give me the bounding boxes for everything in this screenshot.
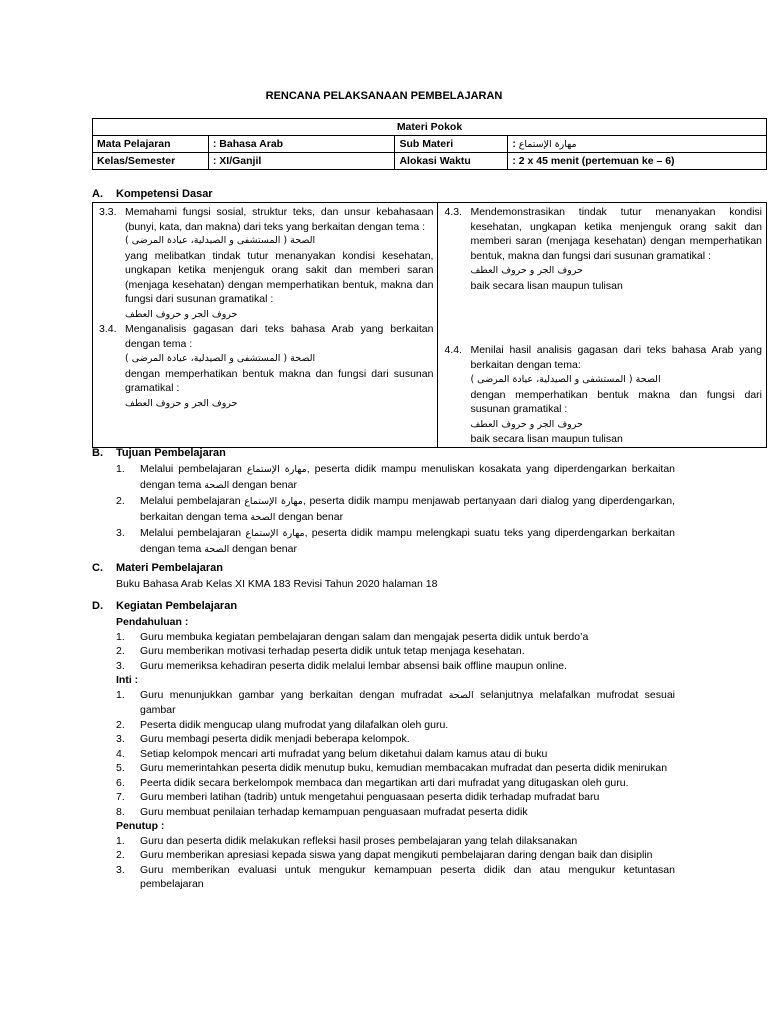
item-text: Guru dan peserta didik melakukan refleksi hasil proses pembelajaran yang telah dilaksanakan [140,834,578,847]
kd-arabic: الصحة ( المستشفى و الصيدلية، عيادة المرضى ) [125,235,316,246]
kd-left-cell [93,203,438,448]
kd-text: baik secara lisan maupun tulisan [470,279,623,292]
item-arabic: الصحة [448,689,474,701]
item-arabic: الصحة [204,479,230,491]
item-text: dengan benar [232,542,297,555]
item-text: , peserta didik mampu menuliskan kosakata yang diperdengarkan berkaitan dengan tema [140,463,676,491]
inti-list [116,688,675,820]
item-number: 4. [116,747,125,760]
item-text: dengan benar [232,478,297,491]
item-number: 5. [116,762,125,774]
item-text: , peserta didik mampu menjawab pertanyaan dari dialog yang diperdengarkan, berkaitan dengan tema [140,495,675,523]
item-text: selanjutnya melafalkan mufrodat sesuai gambar [140,688,675,716]
item-text: Melalui pembelajaran [140,463,242,475]
section-letter: B. [92,447,103,459]
mapel-label: Mata Pelajaran [93,136,209,153]
kd-arabic: الصحة ( المستشفى و الصيدلية، عيادة المرضى ) [125,353,316,364]
item-text: Guru membuat penilaian terhadap kemampuan penguasaan mufradat peserta didik [140,805,528,818]
kd-text: dengan memperhatikan bentuk makna dan fungsi dari susunan gramatikal : [470,388,762,415]
kd-number: 3.4. [99,323,117,335]
list-item [116,834,675,849]
item-text: Guru membuka kegiatan pembelajaran dengan salam dan mengajak peserta didik untuk berdo’a [140,630,589,643]
info-row [93,136,767,153]
item-number: 6. [116,776,125,789]
item-number: 3. [116,659,125,672]
submateri-label: Sub Materi [395,136,508,153]
item-number: 2. [116,849,125,861]
alokasi-value: : 2 x 45 menit (pertemuan ke – 6) [508,153,767,170]
item-number: 1. [116,463,125,475]
document-title: RENCANA PELAKSANAAN PEMBELAJARAN [265,90,503,102]
kd-arabic: حروف الجر و حروف العطف [470,418,583,430]
kd-number: 3.3. [99,206,117,218]
list-item [116,761,675,776]
item-text: Guru memberikan evaluasi untuk mengukur kemampuan peserta didik dan atau mengukur ketuntasan pembelajaran [140,863,675,890]
submateri-cell [508,136,767,153]
section-c-heading [92,561,223,576]
item-number: 1. [116,688,125,701]
kd-text: yang melibatkan tindak tutur menanyakan kondisi kesehatan, ungkapan ketika menjenguk orang sakit dan memberi saran (menjaga kesehatan) dengan memperhatikan bentuk, makna dan fungsi dari susunan gramatikal : [125,249,434,305]
info-row [93,153,767,170]
item-number: 1. [116,630,125,643]
item-number: 2. [116,718,125,731]
materi-pokok-header: Materi Pokok [93,119,767,136]
section-title: Kegiatan Pembelajaran [116,600,238,612]
item-text: Peserta didik mengucap ulang mufrodat yang dilafalkan oleh guru. [140,718,449,731]
section-letter: A. [92,188,103,200]
kd-text: Menganalisis gagasan dari teks bahasa Arab yang berkaitan dengan tema : [125,323,434,350]
item-arabic: الصحة [250,511,276,523]
list-item [116,790,675,805]
item-text: Guru memberi latihan (tadrib) untuk mengetahui penguasaan peserta didik terhadap mufradat baru [140,791,600,803]
item-text: Melalui pembelajaran [140,527,242,539]
list-item [116,805,675,820]
kd-text: baik secara lisan maupun tulisan [470,433,623,445]
list-item [116,848,675,863]
mapel-value: : Bahasa Arab [208,136,395,153]
kd-item [442,343,762,447]
item-number: 1. [116,834,125,847]
item-number: 3. [116,733,125,745]
list-item [116,659,675,674]
kd-right-cell [438,203,767,448]
submateri-value: مهارة الإستماع [518,138,577,150]
info-header-row [93,119,767,136]
pendahuluan-label: Pendahuluan : [116,616,189,628]
item-text: Setiap kelompok mencari arti mufradat yang belum diketahui dalam kamus atau di buku [140,747,548,760]
kegiatan-block [116,615,675,892]
kelas-value: : XI/Ganjil [208,153,395,170]
kd-text: Menilai hasil analisis gagasan dari teks bahasa Arab yang berkaitan dengan tema: [470,344,762,371]
item-text: Guru memeriksa kehadiran peserta didik melalui lembar absensi baik offline maupun online. [140,659,568,672]
item-text: Melalui pembelajaran [140,495,241,507]
kd-item [97,322,433,411]
kd-arabic: حروف الجر و حروف العطف [125,308,238,320]
section-letter: D. [92,600,103,612]
kd-number: 4.4. [444,344,462,356]
kd-item [97,205,433,322]
kd-text: Memahami fungsi sosial, struktur teks, dan unsur kebahasaan (bunyi, kata, dan makna) dari teks yang berkaitan dengan tema : [125,206,434,233]
kd-arabic: حروف الجر و حروف العطف [125,397,238,409]
item-text: Guru membagi peserta didik menjadi beberapa kelompok. [140,733,410,745]
inti-label: Inti : [116,674,139,686]
item-arabic: مهارة الإستماع [245,528,305,539]
item-text: Peerta didik secara berkelompok membaca dan megartikan arti dari mufradat yang ditugaskan oleh guru. [140,776,629,789]
list-item [116,863,675,892]
submateri-prefix: : [512,137,516,150]
tujuan-list [116,462,675,557]
item-text: Guru menunjukkan gambar yang berkaitan dengan mufradat [140,688,443,701]
section-d-heading [92,599,237,614]
item-text: Guru memberikan apresiasi kepada siswa yang dapat mengikuti pembelajaran daring dengan baik dan disiplin [140,849,653,861]
item-text: , peserta didik mampu melengkapi suatu teks yang diperdengarkan berkaitan dengan tema [140,527,675,555]
list-item [116,526,675,557]
kd-text: dengan memperhatikan bentuk makna dan fungsi dari susunan gramatikal : [125,367,434,394]
penutup-label: Penutup : [116,820,165,832]
item-number: 8. [116,805,125,818]
alokasi-label: Alokasi Waktu [395,153,508,170]
kd-item [442,205,762,343]
item-number: 2. [116,495,125,507]
list-item [116,776,675,791]
materi-text: Buku Bahasa Arab Kelas XI KMA 183 Revisi Tahun 2020 halaman 18 [116,578,438,590]
info-table [92,118,767,170]
kompetensi-table [92,202,767,448]
section-title: Kompetensi Dasar [116,188,213,200]
pendahuluan-list [116,630,675,674]
kd-arabic: حروف الجر و حروف العطف [470,265,583,276]
item-arabic: الصحة [204,543,230,555]
item-text: Guru memberikan motivasi terhadap peserta didik untuk tetap menjaga kesehatan. [140,645,525,657]
item-arabic: مهارة الإستماع [246,464,307,475]
section-title: Materi Pembelajaran [116,562,223,574]
kelas-label: Kelas/Semester [93,153,209,170]
item-number: 3. [116,863,125,876]
list-item [116,688,675,718]
item-number: 3. [116,527,125,539]
item-text: dengan benar [278,510,344,523]
list-item [116,644,675,659]
item-text: Guru memerintahkan peserta didik menutup buku, kemudian membacakan mufradat dan peserta didik menirukan [140,762,668,774]
kd-text: Mendemonstrasikan tindak tutur menanyakan kondisi kesehatan, ungkapan ketika menjenguk orang sakit dan memberi saran (menjaga kesehatan) dengan memperhatikan bentuk, makna dan fungsi dari susunan gramatikal : [470,206,762,262]
penutup-list [116,834,675,892]
item-arabic: مهارة الإستماع [244,496,303,507]
kd-number: 4.3. [444,206,462,218]
section-a-heading [92,187,213,202]
section-b-heading [92,446,226,461]
section-letter: C. [92,562,103,574]
list-item [116,732,675,747]
list-item [116,718,675,733]
item-number: 7. [116,791,125,803]
list-item [116,494,675,525]
list-item [116,462,675,493]
item-number: 2. [116,645,125,657]
list-item [116,630,675,645]
list-item [116,747,675,762]
section-title: Tujuan Pembelajaran [116,447,226,459]
kd-arabic: الصحة ( المستشفى و الصيدلية، عيادة المرضى ) [470,374,661,385]
